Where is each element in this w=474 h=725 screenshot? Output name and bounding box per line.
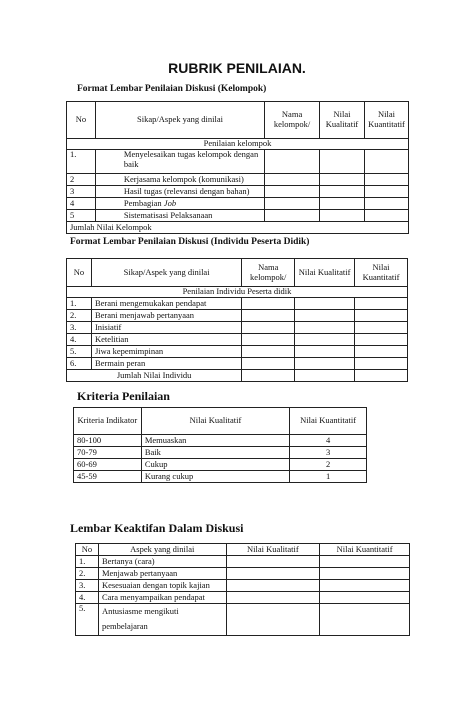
table-row: 6. Bermain peran [67,358,408,370]
table-row: 2. Berani menjawab pertanyaan [67,310,408,322]
header-nilai-kuantitatif: Nilai Kuantitatif [290,408,367,435]
header-nilai-kualitatif: Nilai Kualitatif [141,408,289,435]
header-nilai-kuantitatif: Nilai Kuantitatif [355,259,408,287]
table-row: 3. Kesesuaian dengan topik kajian [76,580,410,592]
table-row: 1. Bertanya (cara) [76,556,410,568]
table-penilaian-kelompok [66,101,409,234]
table-row: 3 Hasil tugas (relevansi dengan bahan) [67,186,409,198]
table-row: 3. Inisiatif [67,322,408,334]
header-nama-kelompok: Nama kelompok/ [242,259,295,287]
page-title: RUBRIK PENILAIAN. [168,60,306,76]
header-nilai-kualitatif: Nilai Kualitatif [320,102,365,139]
header-nilai-kualitatif: Nilai Kualitatif [295,259,355,287]
table-row: 5. Antusiasme mengikuti pembelajaran [76,604,410,636]
header-no: No [67,259,92,287]
section-heading-kriteria: Kriteria Penilaian [77,389,170,403]
header-no: No [76,544,99,556]
header-aspek: Sikap/Aspek yang dinilai [95,102,264,139]
table-keaktifan [75,543,410,636]
header-nilai-kuantitatif: Nilai Kuantitatif [320,544,410,556]
group-row: Penilaian kelompok [67,139,409,150]
header-nilai-kuantitatif: Nilai Kuantitatif [364,102,408,139]
table-row: 4. Ketelitian [67,334,408,346]
section-heading-individu: Format Lembar Penilaian Diskusi (Individu Peserta Didik) [70,237,310,247]
table-row: 70-79 Baik 3 [74,447,367,459]
table-row: 1. Menyelesaikan tugas kelompok dengan baik [67,150,409,174]
table-row: 5. Jiwa kepemimpinan [67,346,408,358]
total-row: Jumlah Nilai Individu [67,370,242,382]
table-row: 80-100 Memuaskan 4 [74,435,367,447]
header-nama-kelompok: Nama kelompok/ [265,102,320,139]
table-penilaian-individu [66,258,408,382]
group-row: Penilaian Individu Peserta didik [67,287,408,298]
header-aspek: Sikap/Aspek yang dinilai [91,259,241,287]
header-no: No [67,102,96,139]
table-kriteria [73,407,367,483]
table-row: 5 Sistematisasi Pelaksanaan [67,210,409,222]
section-heading-keaktifan: Lembar Keaktifan Dalam Diskusi [70,521,244,535]
table-row: 4 Pembagian Job [67,198,409,210]
header-nilai-kualitatif: Nilai Kualitatif [226,544,320,556]
table-row: 2. Menjawab pertanyaan [76,568,410,580]
table-row: 1. Berani mengemukakan pendapat [67,298,408,310]
header-aspek: Aspek yang dinilai [98,544,226,556]
section-heading-kelompok: Format Lembar Penilaian Diskusi (Kelompok) [77,84,267,94]
total-row: Jumlah Nilai Kelompok [67,222,409,234]
table-row: 60-69 Cukup 2 [74,459,367,471]
table-row: 45-59 Kurang cukup 1 [74,471,367,483]
table-row: 4. Cara menyampaikan pendapat [76,592,410,604]
header-kriteria: Kriteria Indikator [74,408,142,435]
table-row: 2 Kerjasama kelompok (komunikasi) [67,174,409,186]
